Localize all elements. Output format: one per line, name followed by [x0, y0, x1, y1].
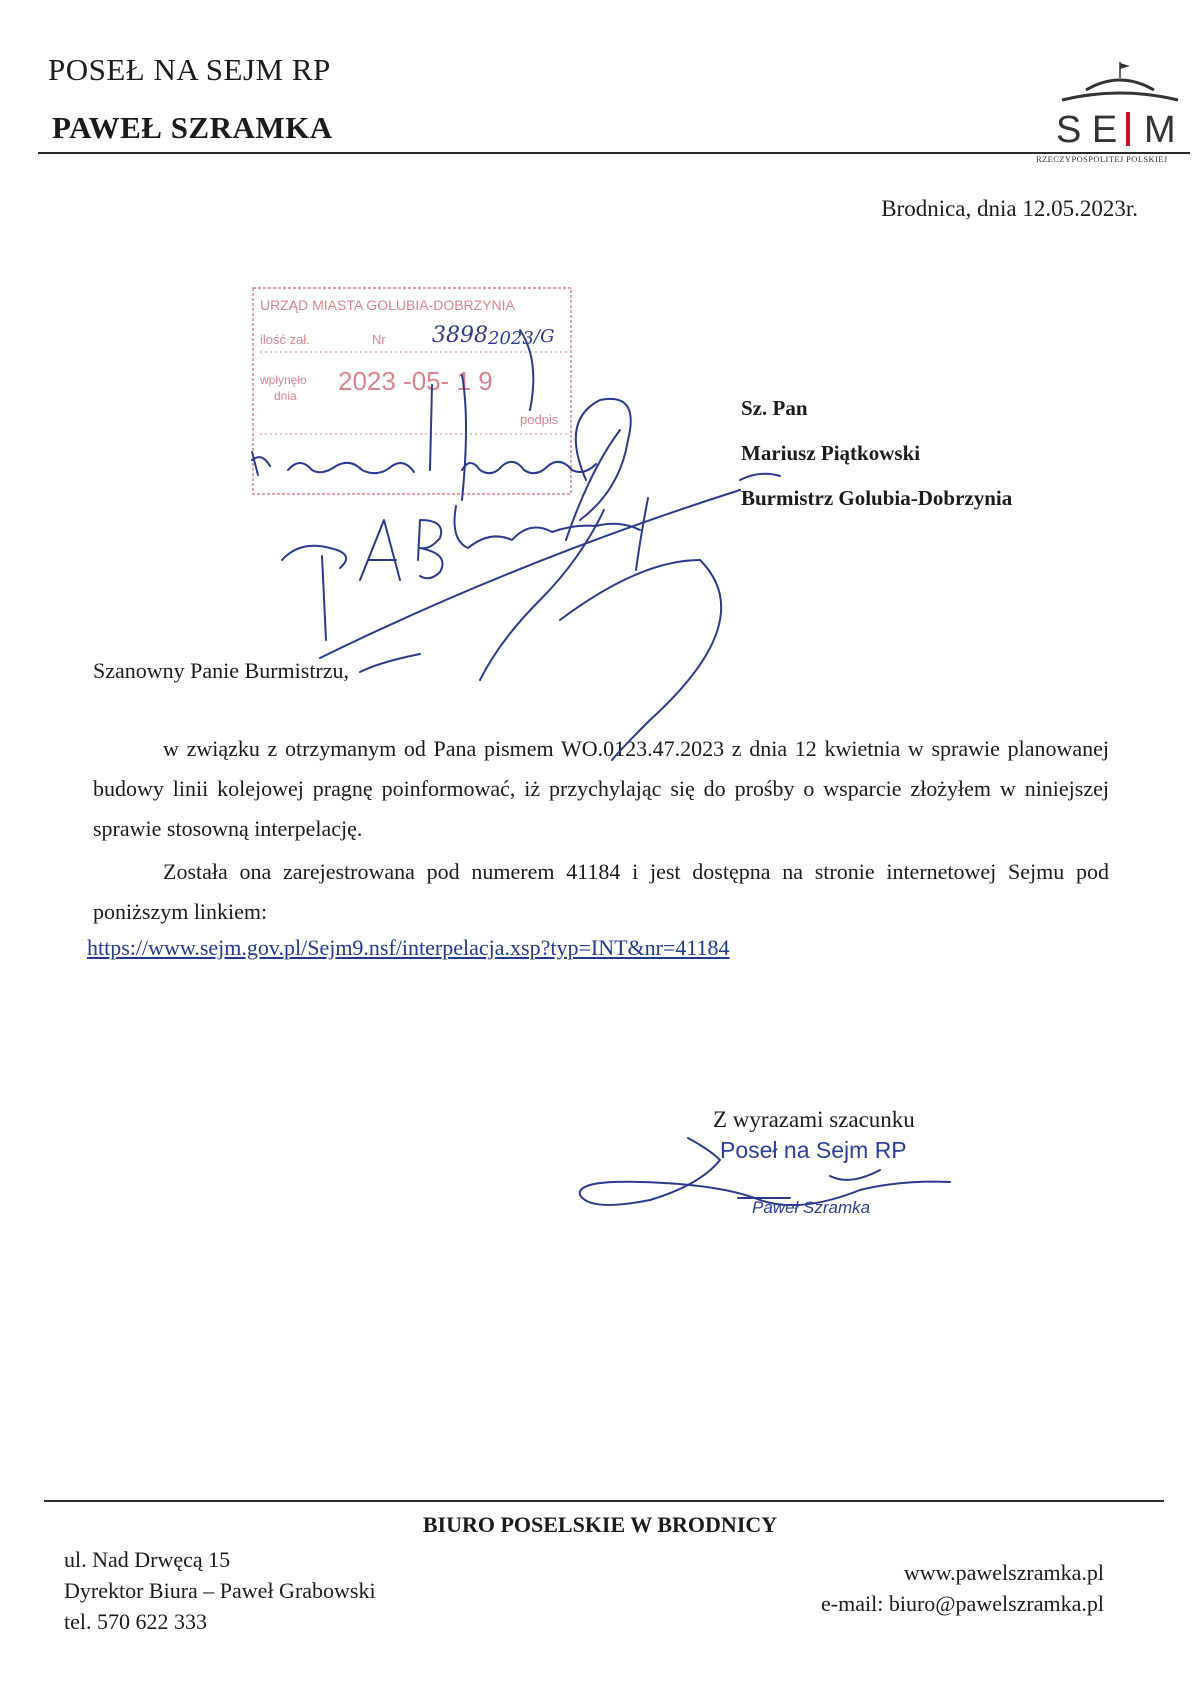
stamp-handwritten-year: 2023: [488, 328, 534, 349]
stamp-attachments-label: ilość zał.: [260, 332, 310, 347]
stamp-signature-label: podpis: [520, 412, 559, 427]
stamp-handwritten-suffix: /G: [534, 326, 555, 347]
ink-stroke: [560, 560, 700, 620]
office-title: BIURO POSELSKIE W BRODNICY: [422, 1512, 778, 1537]
logo-letter-m: M: [1144, 109, 1176, 151]
ink-stroke: [566, 430, 620, 540]
letter-paragraph-1: w związku z otrzymanym od Pana pismem WO.0123.47.2023 z dnia 12 kwietnia w sprawie planowanej budowy linii kolejowej pragnę poinformować, iż przychylając się do prośby o wsparcie złożyłem w niniejszej sprawie stosowną interpelację.: [93, 736, 1109, 841]
sejm-logo-graphic: [1028, 60, 1192, 168]
stamp-handwritten-number: 3898: [432, 323, 488, 348]
ink-stroke: [360, 654, 420, 672]
footer-divider: [44, 1500, 1164, 1502]
interpellation-link[interactable]: https://www.sejm.gov.pl/Sejm9.nsf/interpelacja.xsp?typ=INT&nr=41184: [87, 935, 730, 960]
logo-letters-se: S E: [1056, 109, 1118, 151]
recipient-title: Burmistrz Golubia-Dobrzynia: [741, 486, 1013, 510]
ink-stroke: [418, 520, 443, 578]
recipient-name: Mariusz Piątkowski: [741, 441, 921, 465]
stamp-office-name: URZĄD MIASTA GOLUBIA-DOBRZYNIA: [260, 297, 515, 313]
recipient-salutation: Sz. Pan: [741, 396, 808, 420]
stamp-day-label: dnia: [274, 389, 297, 403]
stamp-number-label: Nr: [372, 332, 386, 347]
stamp-received-label: wpłynęło: [260, 373, 307, 387]
closing-text: Z wyrazami szacunku: [713, 1107, 915, 1132]
logo-red-j: [1126, 112, 1130, 146]
letter-salutation: Szanowny Panie Burmistrzu,: [93, 658, 350, 683]
letter-paragraph-2: Została ona zarejestrowana pod numerem 41184 i jest dostępna na stronie internetowej Sejmu pod poniższym linkiem:: [93, 859, 1109, 924]
header-divider: [38, 152, 1190, 154]
ink-stroke: [480, 510, 604, 680]
stamp-received-date: 2023 -05- 1 9: [338, 366, 493, 396]
ink-stroke: [576, 399, 631, 520]
signature-stamp-title: Poseł na Sejm RP: [720, 1137, 907, 1163]
sejm-logo: [1028, 60, 1192, 168]
recipient-block: [741, 386, 1012, 521]
ink-stroke: [636, 498, 648, 570]
office-director: Dyrektor Biura – Paweł Grabowski: [64, 1578, 376, 1603]
mp-name: PAWEŁ SZRAMKA: [52, 110, 333, 145]
ink-stroke: [830, 1170, 880, 1180]
footer-left: [64, 1544, 376, 1637]
office-phone: tel. 570 622 333: [64, 1609, 207, 1634]
registry-stamp: [252, 286, 574, 498]
ink-stroke: [282, 546, 346, 640]
ink-stroke: [360, 520, 400, 580]
office-website[interactable]: www.pawelszramka.pl: [903, 1560, 1104, 1585]
signature-stamp-name: Paweł Szramka: [752, 1198, 871, 1217]
footer-right: [821, 1557, 1104, 1619]
mp-title: POSEŁ NA SEJM RP: [48, 52, 331, 87]
logo-subtitle: RZECZYPOSPOLITEJ POLSKIEJ: [1036, 154, 1168, 164]
registry-stamp-frame: [252, 286, 574, 498]
ink-stroke: [320, 490, 740, 658]
office-address: ul. Nad Drwęcą 15: [64, 1547, 231, 1572]
letter-date: Brodnica, dnia 12.05.2023r.: [881, 196, 1138, 221]
office-email[interactable]: e-mail: biuro@pawelszramka.pl: [821, 1591, 1104, 1616]
ink-stroke: [455, 506, 641, 548]
